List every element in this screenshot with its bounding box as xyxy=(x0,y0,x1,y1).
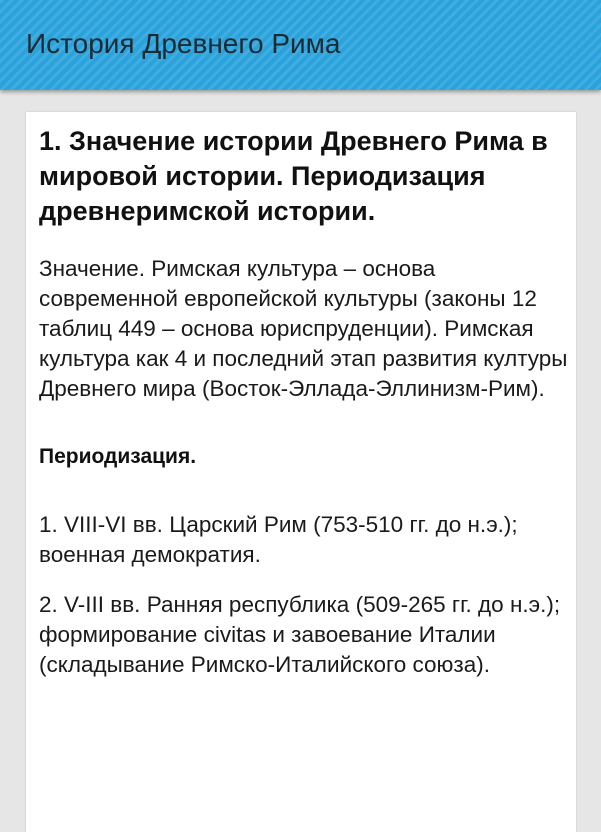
app-title: История Древнего Рима xyxy=(26,28,341,59)
period-item: 2. V-III вв. Ранняя республика (509-265 гг. до н.э.); формирование civitas и завоевание Италии (складывание Римско-Италийского союза). xyxy=(39,592,561,677)
section-heading-periodization: Периодизация. xyxy=(39,445,197,468)
article-card[interactable] xyxy=(26,112,576,832)
article-intro: Значение. Римская культура – основа современной европейской культуры (законы 12 таблиц 449 – основа юриспруденции). Римская культура как 4 и последний этап развития културы Древнего мира (Восток-Эллада-Эллинизм-Рим). xyxy=(39,256,568,401)
app-bar xyxy=(0,0,601,90)
period-item: 1. VIII-VI вв. Царский Рим (753-510 гг. до н.э.); военная демократия. xyxy=(39,512,518,567)
article-content xyxy=(39,124,569,680)
article-title: 1. Значение истории Древнего Рима в мировой истории. Периодизация древнеримской истории. xyxy=(39,126,548,226)
